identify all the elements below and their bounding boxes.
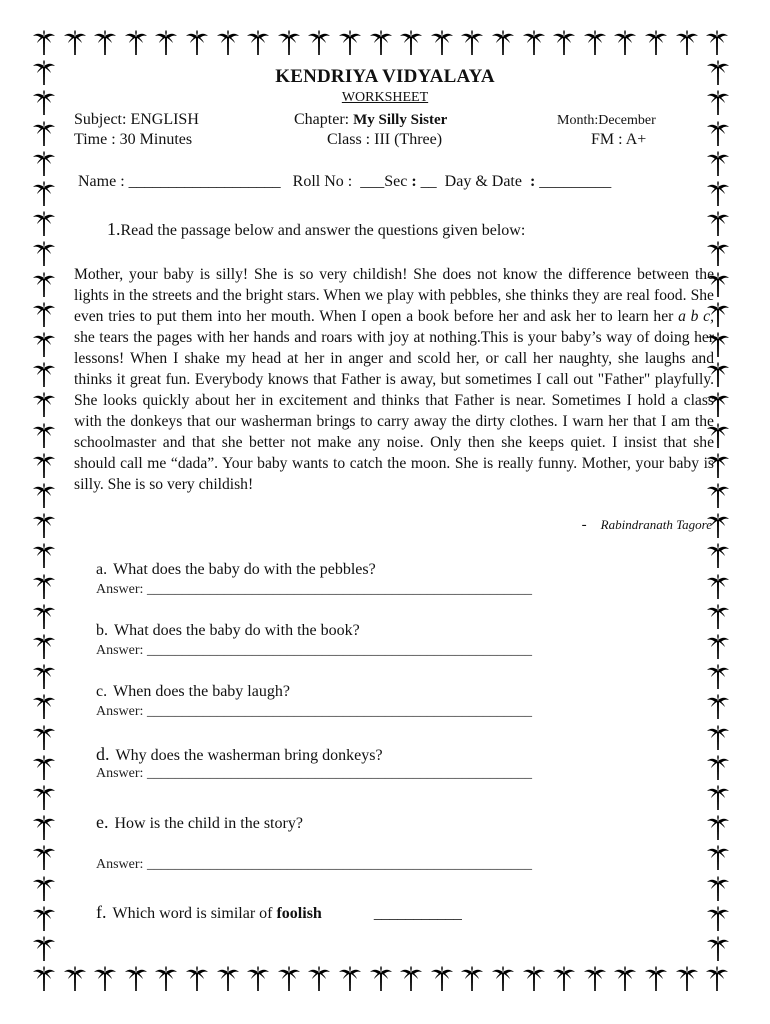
palm-tree-icon [32, 332, 56, 358]
roll-blank[interactable]: ___ [360, 173, 385, 190]
palm-tree-icon [32, 543, 56, 569]
palm-tree-icon [32, 845, 56, 871]
palm-tree-icon [32, 755, 56, 781]
palm-tree-icon [124, 966, 148, 992]
palm-tree-icon [32, 151, 56, 177]
question-e [96, 812, 303, 833]
sec-label: Sec [384, 173, 408, 190]
question-d [96, 744, 383, 765]
palm-tree-icon [32, 513, 56, 539]
palm-tree-icon [216, 966, 240, 992]
question-label: f. [96, 902, 107, 922]
author-dash: - [581, 517, 587, 533]
question-text: What does the baby do with the book? [114, 622, 360, 639]
date-blank[interactable]: _________ [539, 173, 612, 190]
student-info-line: Name : ___________________ Roll No : ___Sec : __ Day & Date : _________ [78, 173, 612, 190]
date-label: Day & Date [444, 173, 522, 190]
palm-tree-icon [32, 362, 56, 388]
palm-tree-icon [644, 30, 668, 56]
palm-tree-icon [706, 121, 730, 147]
roll-label: Roll No : [292, 173, 353, 190]
palm-tree-icon [583, 966, 607, 992]
instruction-text: Read the passage below and answer the questions given below: [120, 222, 526, 239]
palm-tree-icon [613, 966, 637, 992]
passage-line: before her and ask her to learn her a b c, she tears the pages with her hands and roars with [74, 308, 714, 346]
palm-tree-icon [307, 966, 331, 992]
answer-label: Answer: [96, 582, 144, 597]
palm-tree-icon [32, 725, 56, 751]
palm-tree-icon [430, 30, 454, 56]
passage-line: funny. Mother, your baby is silly. She is so very childish! [74, 455, 714, 493]
passage-line: donkeys that our washerman brings to carry away the dirty clothes. I warn her that I am [130, 413, 691, 430]
palm-tree-icon [277, 30, 301, 56]
question-b [96, 622, 360, 640]
question-bold-word: foolish [276, 905, 322, 922]
question-label: e. [96, 812, 109, 832]
palm-tree-icon [32, 211, 56, 237]
question-label: b. [96, 622, 108, 639]
palm-tree-icon [32, 815, 56, 841]
palm-tree-icon [338, 30, 362, 56]
palm-tree-icon [32, 785, 56, 811]
chapter-label [294, 111, 447, 129]
palm-tree-icon [32, 272, 56, 298]
abc-italic: a b c, [678, 308, 714, 325]
answer-blank[interactable]: _______________________________________________________ [146, 857, 532, 872]
palm-tree-icon [706, 151, 730, 177]
palm-tree-icon [32, 121, 56, 147]
time-label: Time : 30 Minutes [74, 131, 193, 148]
palm-tree-icon [93, 966, 117, 992]
passage-line: joy at nothing.This is your baby’s way of doing her lessons! When I shake my head at her [74, 329, 714, 367]
palm-tree-icon [32, 453, 56, 479]
palm-tree-icon [613, 30, 637, 56]
answer-blank[interactable]: _______________________________________________________ [146, 766, 532, 781]
palm-tree-icon [706, 634, 730, 660]
passage-line: knows that Father is away, but sometimes I call out "Father" playfully. She looks quickly [74, 371, 715, 409]
palm-tree-icon [32, 936, 56, 962]
school-title: KENDRIYA VIDYALAYA [275, 66, 495, 87]
full-marks-label: FM : A+ [591, 131, 647, 148]
palm-tree-icon [706, 755, 730, 781]
class-label: Class : III (Three) [327, 131, 443, 148]
palm-tree-icon [705, 30, 729, 56]
sec-blank[interactable]: __ [420, 173, 437, 190]
palm-tree-icon [369, 30, 393, 56]
palm-tree-icon [307, 30, 331, 56]
passage-line: about her in excitement and thinks that Father is near. Sometimes I hold a class with the [74, 392, 714, 430]
palm-tree-icon [706, 906, 730, 932]
palm-tree-icon [706, 694, 730, 720]
palm-tree-icon [706, 574, 730, 600]
question-a [96, 561, 376, 579]
palm-tree-icon [706, 876, 730, 902]
palm-tree-icon [124, 30, 148, 56]
question-f [96, 902, 462, 923]
answer-blank[interactable]: ___________ [373, 905, 462, 922]
palm-tree-icon [552, 30, 576, 56]
question-label: d. [96, 744, 110, 764]
name-blank[interactable]: ___________________ [128, 173, 281, 190]
answer-a [96, 582, 532, 598]
palm-tree-icon [369, 966, 393, 992]
instruction-number: 1. [107, 219, 121, 239]
passage-line: in anger and scold her, or call her naughty, she laughs and thinks it great fun. Everybody [74, 350, 714, 388]
palm-tree-icon [706, 785, 730, 811]
palm-tree-icon [32, 302, 56, 328]
answer-blank[interactable]: _______________________________________________________ [146, 643, 532, 658]
passage-line: Mother, your baby is silly! She is so very childish! She does not know the difference [74, 266, 632, 283]
chapter-prefix: Chapter: [294, 111, 350, 128]
palm-tree-icon [644, 966, 668, 992]
palm-tree-icon [32, 241, 56, 267]
palm-tree-icon [706, 725, 730, 751]
palm-tree-icon [706, 845, 730, 871]
palm-tree-icon [399, 30, 423, 56]
question-label: a. [96, 561, 108, 578]
palm-tree-icon [32, 906, 56, 932]
question-text: Why does the washerman bring donkeys? [115, 747, 383, 764]
palm-tree-icon [32, 30, 56, 56]
palm-tree-icon [185, 30, 209, 56]
palm-tree-icon [32, 392, 56, 418]
author-name: Rabindranath Tagore [600, 517, 712, 532]
question-text: Which word is similar of [112, 905, 273, 922]
palm-tree-icon [522, 30, 546, 56]
palm-tree-icon [277, 966, 301, 992]
question-text: When does the baby laugh? [113, 683, 290, 700]
palm-tree-icon [154, 966, 178, 992]
palm-tree-icon [32, 483, 56, 509]
palm-tree-icon [338, 966, 362, 992]
palm-tree-icon [216, 30, 240, 56]
palm-tree-icon [32, 966, 56, 992]
answer-label: Answer: [96, 857, 144, 872]
answer-c [96, 704, 532, 720]
palm-tree-icon [32, 876, 56, 902]
palm-tree-icon [32, 694, 56, 720]
name-label: Name : [78, 173, 125, 190]
palm-tree-icon [675, 30, 699, 56]
instruction [107, 219, 525, 240]
answer-e [96, 857, 532, 873]
palm-tree-icon [706, 181, 730, 207]
passage-line: between the lights in the streets and the bright stars. When we play with pebbles, she [74, 266, 714, 304]
palm-tree-icon [460, 30, 484, 56]
palm-tree-icon [185, 966, 209, 992]
answer-b [96, 643, 532, 659]
palm-tree-icon [522, 966, 546, 992]
author-credit [582, 517, 712, 534]
palm-tree-icon [246, 966, 270, 992]
passage-line: thinks they are real food. She even tries to put them into her mouth. When I open a book [74, 287, 714, 325]
answer-blank[interactable]: _______________________________________________________ [146, 582, 532, 597]
question-text: What does the baby do with the pebbles? [113, 561, 376, 578]
palm-tree-icon [706, 936, 730, 962]
palm-tree-icon [706, 604, 730, 630]
answer-label: Answer: [96, 766, 144, 781]
palm-tree-icon [63, 966, 87, 992]
question-c [96, 683, 290, 701]
palm-tree-icon [583, 30, 607, 56]
palm-tree-icon [63, 30, 87, 56]
answer-label: Answer: [96, 704, 144, 719]
question-text: How is the child in the story? [114, 815, 303, 832]
palm-tree-icon [430, 966, 454, 992]
palm-tree-icon [399, 966, 423, 992]
palm-tree-icon [32, 181, 56, 207]
palm-tree-icon [705, 966, 729, 992]
palm-tree-icon [93, 30, 117, 56]
palm-tree-icon [706, 815, 730, 841]
worksheet-label: WORKSHEET [341, 90, 429, 105]
palm-tree-icon [706, 211, 730, 237]
palm-tree-icon [675, 966, 699, 992]
palm-tree-icon [32, 634, 56, 660]
chapter-name: My Silly Sister [353, 112, 448, 128]
answer-d [96, 766, 532, 782]
passage-line: insist that she should call me “dada”. Your baby wants to catch the moon. She is really [74, 434, 714, 472]
palm-tree-icon [706, 543, 730, 569]
palm-tree-icon [460, 966, 484, 992]
palm-tree-icon [491, 966, 515, 992]
palm-tree-icon [552, 966, 576, 992]
answer-label: Answer: [96, 643, 144, 658]
reading-passage [74, 264, 714, 495]
answer-blank[interactable]: _______________________________________________________ [146, 704, 532, 719]
month-label: Month:December [557, 113, 656, 128]
palm-tree-icon [32, 423, 56, 449]
palm-tree-icon [491, 30, 515, 56]
palm-tree-icon [154, 30, 178, 56]
palm-tree-icon [706, 664, 730, 690]
passage-line: the schoolmaster and that she better not make any noise. Only then she keeps quiet. I [74, 413, 714, 451]
subject-label: Subject: ENGLISH [74, 111, 199, 128]
palm-tree-icon [32, 604, 56, 630]
palm-tree-icon [246, 30, 270, 56]
palm-tree-icon [32, 664, 56, 690]
question-label: c. [96, 683, 108, 700]
palm-tree-icon [32, 574, 56, 600]
